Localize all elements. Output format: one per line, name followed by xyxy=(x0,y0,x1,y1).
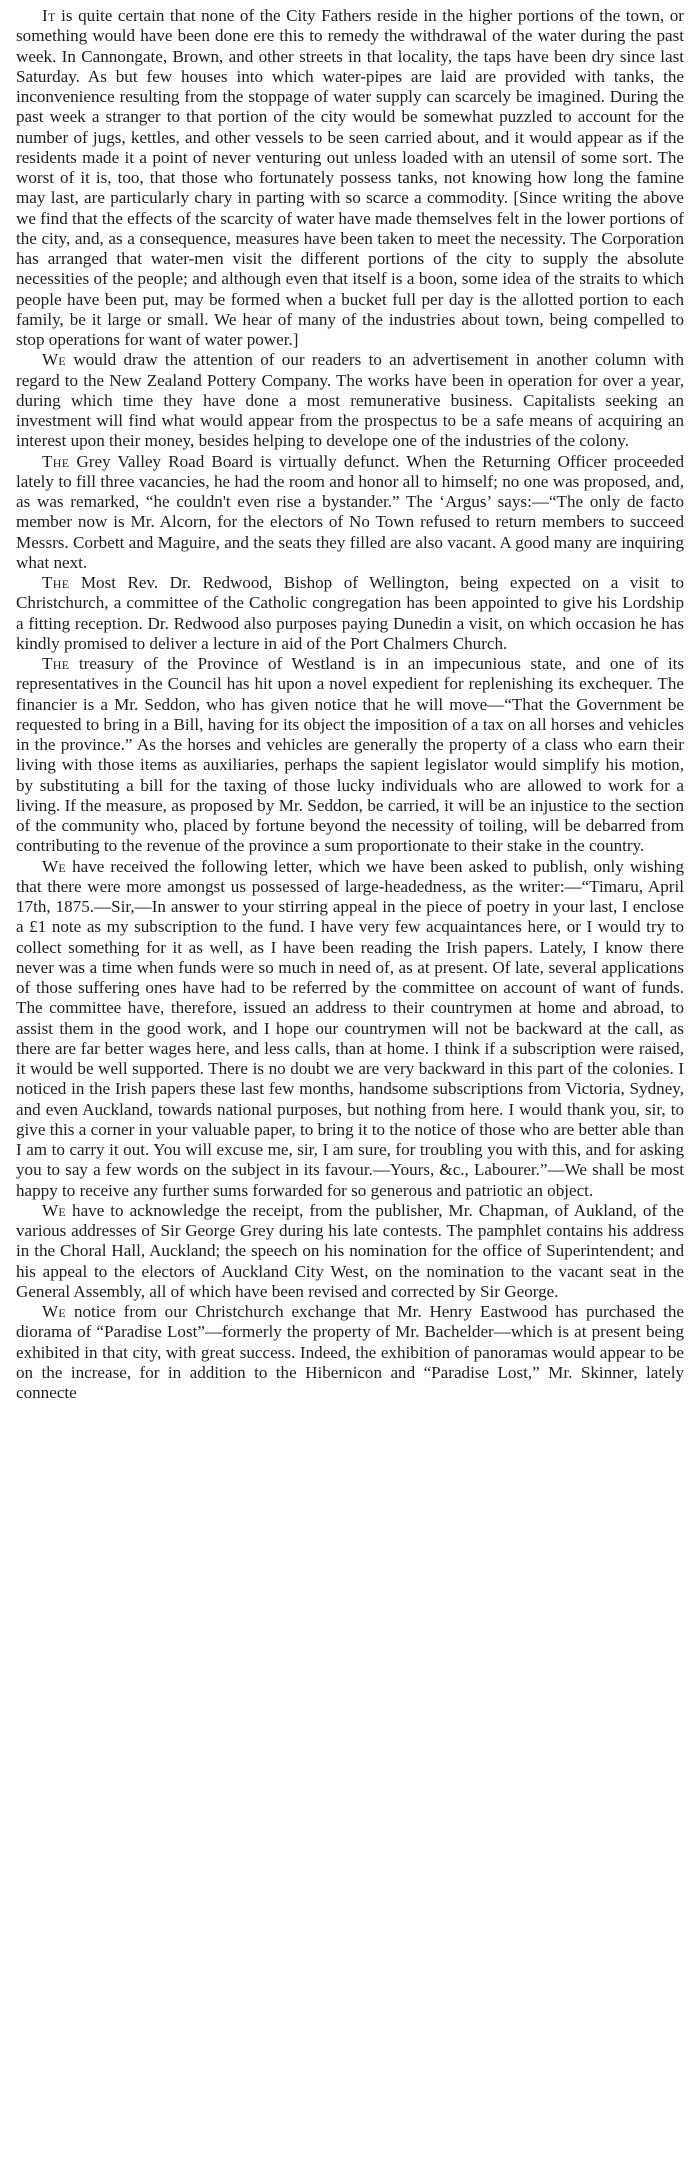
paragraph-lead: We xyxy=(42,350,67,370)
paragraph-lead: We xyxy=(42,1302,67,1321)
paragraph-grey-addresses xyxy=(16,1201,684,1302)
paragraph-text: treasury of the Province of Westland is in an impecunious state, and one of its representatives in the Council has hit upon a novel expedient for replenishing its exchequer. The financier is a Mr. Seddon, who has given notice that he will move—“That the Government be requested to bring in a Bill, having for its object the imposition of a tax on all horses and vehicles in the province.” As the horses and vehicles are generally the property of a class who earn their living with those items as auxiliaries, perhaps the sapient legislator would simplify his motion, by substituting a bill for the taxing of those lucky individuals who are allowed to work for a living. If the measure, as proposed by Mr. Seddon, be carried, it will be an injustice to the section of the community who, placed by fortune beyond the necessity of toiling, will be debarred from contributing to the revenue of the province a sum proportionate to their stake in the country. xyxy=(16,654,684,856)
paragraph-text: would draw the attention of our readers to an advertisement in another column with regard to the New Zealand Pottery Company. The works have been in operation for over a year, during which time they have done a most remunerative business. Capitalists seeking an investment will find what would appear from the prospectus to be a safe means of acquiring an interest upon their money, besides helping to develope one of the industries of the colony. xyxy=(16,350,684,451)
paragraph-text: Most Rev. Dr. Redwood, Bishop of Wellington, being expected on a visit to Christchurch, a committee of the Catholic congregation has been appointed to give his Lordship a fitting reception. Dr. Redwood also purposes paying Dunedin a visit, on which occasion he has kindly promised to deliver a lecture in aid of the Port Chalmers Church. xyxy=(16,573,684,653)
paragraph-westland-treasury xyxy=(16,654,684,857)
paragraph-letter xyxy=(16,857,684,1201)
paragraph-text: have to acknowledge the receipt, from the publisher, Mr. Chapman, of Aukland, of the various addresses of Sir George Grey during his late contests. The pamphlet contains his address in the Choral Hall, Auckland; the speech on his nomination for the office of Superintendent; and his appeal to the electors of Auckland City West, on the nomination to the vacant seat in the General Assembly, all of which have been revised and corrected by Sir George. xyxy=(16,1200,684,1301)
paragraph-lead: The xyxy=(42,573,70,592)
paragraph-lead: It xyxy=(42,6,56,25)
paragraph-text: notice from our Christchurch exchange that Mr. Henry Eastwood has purchased the diorama of “Paradise Lost”—formerly the property of Mr. Bachelder—which is at present being exhibited in that city, with great success. Indeed, the exhibition of panoramas would appear to be on the increase, for in addition to the Hibernicon and “Paradise Lost,” Mr. Skinner, lately connecte xyxy=(16,1302,684,1402)
paragraph-road-board xyxy=(16,452,684,574)
paragraph-text: have received the following letter, which we have been asked to publish, only wishing that there were more amongst us possessed of large-headedness, as the writer:—“Timaru, April 17th, 1875.—Sir,—In answer to your stirring appeal in the piece of poetry in your last, I enclose a £1 note as my subscription to the fund. I have very few acquaintances here, or I would try to collect something for it as well, as I have been reading the Irish papers. Lately, I know there never was a time when funds were so much in need of, as at present. Of late, several applications of those suffering ones have had to be referred by the committee on account of want of funds. The committee have, therefore, issued an address to their countrymen at home and abroad, to assist them in the good work, and I hope our countrymen will not be backward at the call, as there are far better wages here, and less calls, than at home. I think if a subscription were raised, it would be well supported. There is no doubt we are very backward in this part of the colonies. I noticed in the Irish papers these last few months, handsome subscriptions from Victoria, Sydney, and even Auckland, towards national purposes, but nothing from here. I would thank you, sir, to give this a corner in your valuable paper, to bring it to the notice of those who are better able than I am to carry it out. You will excuse me, sir, I am sure, for troubling you with this, and for asking you to say a few words on the subject in its favour.—Yours, &c., Labourer.”—We shall be most happy to receive any further sums forwarded for so generous and patriotic an object. xyxy=(16,856,684,1200)
paragraph-lead: The xyxy=(42,451,70,471)
paragraph-text: Grey Valley Road Board is virtually defunct. When the Returning Officer proceeded lately to fill three vacancies, he had the room and honor all to himself; no one was proposed, and, as was remarked, “he couldn't even rise a bystander.” The ‘Argus’ says:—“The only de facto member now is Mr. Alcorn, for the electors of No Town refused to return members to succeed Messrs. Corbett and Maguire, and the seats they filled are also vacant. A good many are inquiring what next. xyxy=(16,451,684,572)
paragraph-lead: We xyxy=(42,856,67,876)
paragraph-pottery-company xyxy=(16,350,684,451)
paragraph-diorama xyxy=(16,1302,684,1403)
paragraph-text: is quite certain that none of the City Fathers reside in the higher portions of the town, or something would have been done ere this to remedy the withdrawal of the water during the past week. In Cannongate, Brown, and other streets in that locality, the taps have been dry since last Saturday. As but few houses into which water-pipes are laid are provided with tanks, the inconvenience resulting from the stoppage of water supply can scarcely be imagined. During the past week a stranger to that portion of the city would be somewhat puzzled to account for the number of jugs, kettles, and other vessels to be seen carried about, and it would appear as if the residents made it a point of never venturing out unless loaded with an utensil of some sort. The worst of it is, too, that those who fortunately possess tanks, not knowing how long the famine may last, are particularly chary in parting with so scarce a commodity. [Since writing the above we find that the effects of the scarcity of water have made themselves felt in the lower portions of the city, and, as a consequence, measures have been taken to meet the necessity. The Corporation has arranged that water-men visit the different portions of the city to supply the absolute necessities of the people; and although even that itself is a boon, some idea of the straits to which people have been put, may be formed when a bucket full per day is the allotted portion to each family, be it large or small. We hear of many of the industries about town, being compelled to stop operations for want of water power.] xyxy=(16,6,684,349)
paragraph-water-supply xyxy=(16,6,684,350)
paragraph-lead: The xyxy=(42,654,70,673)
paragraph-bishop-redwood xyxy=(16,573,684,654)
paragraph-lead: We xyxy=(42,1200,67,1220)
